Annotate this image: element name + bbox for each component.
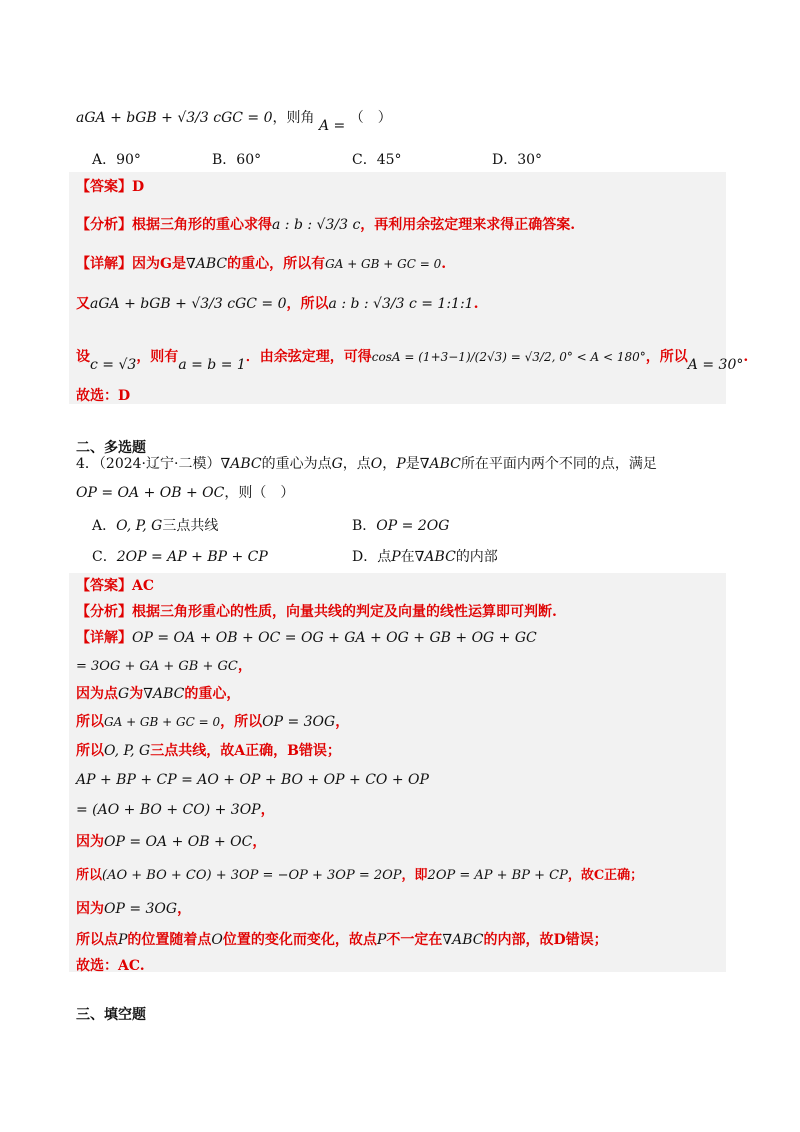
q3-answer-label: 【答案】	[76, 179, 132, 195]
q4-choose: 故选：AC.	[76, 958, 145, 974]
q4-l10	[76, 899, 191, 919]
q4-l9-text-2: ，即	[401, 868, 428, 883]
q4-source: （2024·辽宁·二模）	[98, 456, 221, 472]
q4-option-d	[352, 546, 498, 566]
q4-l11-text-4: 不一定在	[386, 932, 443, 948]
q4-l6-math: AP + BP + CP = AO + OP + BO + OP + CO + OP	[76, 772, 429, 788]
q4-l9-text-1: 所以	[76, 868, 103, 883]
q4-l5-math: O, P, G	[104, 743, 151, 759]
q3-detail-label: 【详解】	[76, 256, 132, 272]
q4-l1-math: OP = OA + OB + OC = OG + GA + OG + GB + OG + GC	[132, 630, 537, 646]
q3-line2-pre: 又	[76, 296, 90, 312]
q4-l11-text-5: 的内部，故D错误；	[483, 932, 608, 948]
q4-l10-math: OP = 3OG	[104, 901, 178, 917]
q4-text-4: 是	[405, 456, 420, 472]
q4-l5-text-1: 所以	[76, 743, 104, 759]
q4-tri-2: ∇ABC	[419, 456, 461, 472]
q4-option-b-label: B．	[352, 518, 377, 534]
q3-choose: 故选：D	[76, 388, 131, 404]
q4-option-d-text-1: 点	[377, 549, 392, 565]
q4-line2-text: ，则（ ）	[224, 485, 295, 501]
q3-option-c: C．45°	[352, 152, 402, 168]
q4-detail	[76, 628, 537, 648]
q4-l5	[76, 741, 341, 761]
q3-line2	[76, 294, 478, 314]
q4-option-c	[92, 546, 268, 566]
q4-l8-math: OP = OA + OB + OC	[104, 834, 253, 850]
q4-g: G	[331, 456, 343, 472]
q3-line3-math-4: A = 30°	[687, 357, 744, 373]
q4-option-c-math: 2OP = AP + BP + CP	[116, 549, 268, 565]
q4-option-d-text-2: 在	[400, 549, 415, 565]
q4-text-2: ，点	[342, 456, 371, 472]
q4-number: 4．	[76, 456, 99, 472]
q4-answer-label: 【答案】	[76, 578, 132, 594]
q3-detail	[76, 254, 446, 274]
q3-line2-end: .	[473, 296, 479, 312]
q4-option-a	[92, 515, 218, 535]
q3-line2-math: aGA + bGB + √3/3 cGC = 0	[90, 296, 287, 312]
q4-text-5: 所在平面内两个不同的点，满足	[460, 456, 657, 472]
q4-l4-end: ，	[335, 714, 350, 730]
q4-l11-text-3: 位置的变化而变化，故点	[222, 932, 377, 948]
q3-line3-pre: 设	[76, 349, 90, 365]
q3-line3-end: .	[743, 349, 749, 365]
q4-l11-tri: ∇ABC	[442, 932, 484, 948]
q3-stem-math: aGA + bGB + √3/3 cGC = 0	[76, 110, 273, 126]
q3-analysis-math: a : b : √3/3 c	[272, 217, 361, 233]
q3-answer-value: D	[132, 179, 145, 195]
q4-l2-end: ，	[237, 658, 252, 674]
q4-l4-math-1: GA + GB + GC = 0	[104, 715, 221, 729]
q3-line3	[76, 347, 749, 373]
q4-stem	[76, 454, 657, 474]
q4-l2-math: = 3OG + GA + GB + GC	[76, 659, 238, 674]
q4-text-1: 的重心为点	[261, 456, 332, 472]
q3-option-d: D．30°	[492, 152, 543, 168]
q4-option-b-math: OP = 2OG	[376, 518, 450, 534]
q4-analysis	[76, 602, 557, 622]
q4-option-d-p: P	[391, 549, 401, 565]
q4-l8-end: ，	[252, 834, 267, 850]
q4-l9-text-3: ，故C正确；	[567, 868, 644, 883]
q4-analysis-text: 根据三角形重心的性质，向量共线的判定及向量的线性运算即可判断.	[132, 604, 557, 620]
q3-line2-text: ，所以	[286, 296, 329, 312]
q4-stem-line2	[76, 483, 294, 503]
q4-l3-text-3: 的重心，	[184, 686, 241, 702]
q4-l3-g: G	[118, 686, 130, 702]
q4-option-a-label: A．	[92, 518, 117, 534]
q4-tri: ∇ABC	[220, 456, 262, 472]
q4-l7-math: = (AO + BO + CO) + 3OP	[76, 802, 261, 818]
q3-line3-text-2: ．由余弦定理，可得	[245, 349, 372, 365]
q4-l9	[76, 866, 643, 886]
q3-detail-text-1: 因为G是	[132, 256, 186, 272]
q3-analysis-text-1: 根据三角形的重心求得	[132, 217, 272, 233]
section-3-title: 三、填空题	[76, 1007, 146, 1023]
q4-l10-text: 因为	[76, 901, 104, 917]
q3-stem	[76, 108, 392, 134]
q4-l3-tri: ∇ABC	[143, 686, 185, 702]
q4-l11-text-2: 的位置随着点	[127, 932, 212, 948]
q3-stem-paren: （ ）	[349, 110, 392, 126]
q3-detail-text-2: 的重心，所以有	[227, 256, 326, 272]
q4-l11-p2: P	[376, 932, 387, 948]
q4-l11-p: P	[118, 932, 128, 948]
q3-analysis-text-2: ，再利用余弦定理来求得正确答案.	[360, 217, 576, 233]
q4-detail-label: 【详解】	[76, 630, 132, 646]
q3-analysis-label: 【分析】	[76, 217, 132, 233]
q3-line3-math-2: a = b = 1	[178, 357, 246, 373]
q4-l11-text-1: 所以点	[76, 932, 118, 948]
q4-l7	[76, 800, 275, 820]
q4-l11-o: O	[211, 932, 223, 948]
q4-answer	[76, 576, 154, 596]
q4-option-d-text-3: 的内部	[455, 549, 498, 565]
q4-l9-math-2: 2OP = AP + BP + CP	[427, 868, 568, 883]
q4-l3	[76, 684, 240, 704]
q4-l4-text-1: 所以	[76, 714, 104, 730]
q3-line3-text-1: ，则有	[136, 349, 179, 365]
q4-o: O	[370, 456, 383, 472]
q4-l9-math-1: (AO + BO + CO) + 3OP = −OP + 3OP = 2OP	[102, 868, 402, 883]
q4-answer-value: AC	[132, 578, 155, 594]
q4-l2	[76, 656, 252, 677]
q4-l4-math-2: OP = 3OG	[262, 714, 336, 730]
q3-solution-box	[69, 172, 726, 404]
q3-detail-tri: ∇ABC	[185, 256, 228, 272]
section-2-title: 二、多选题	[76, 440, 146, 456]
q4-text-3: ，	[382, 456, 397, 472]
q4-option-d-tri: ∇ABC	[414, 549, 456, 565]
q3-analysis	[76, 215, 575, 235]
q4-line2-math: OP = OA + OB + OC	[76, 485, 225, 501]
q3-line3-text-3: ，所以	[645, 349, 688, 365]
q4-option-a-text: 三点共线	[162, 518, 219, 534]
q4-p: P	[396, 456, 406, 472]
q3-stem-tail: A =	[318, 118, 346, 134]
q4-option-a-math: O, P, G	[116, 518, 163, 534]
q4-l8	[76, 832, 266, 852]
q4-l4	[76, 712, 349, 732]
q4-l4-text-2: ，所以	[220, 714, 263, 730]
q4-option-d-label: D．	[352, 549, 378, 565]
q4-l3-text-2: 为	[129, 686, 144, 702]
q3-line3-math-1: c = √3	[90, 357, 137, 373]
q4-l5-text-2: 三点共线，故A正确，B错误；	[150, 743, 341, 759]
q3-option-a: A．90°	[92, 152, 141, 168]
q3-line3-math-3: cosA = (1+3−1)/(2√3) = √3/2, 0° < A < 180°	[371, 350, 646, 364]
q3-line2-math-2: a : b : √3/3 c = 1:1:1	[328, 296, 474, 312]
q3-option-b: B．60°	[212, 152, 262, 168]
q4-l10-end: ，	[177, 901, 192, 917]
q4-l3-text-1: 因为点	[76, 686, 118, 702]
q4-l6	[76, 770, 429, 790]
q3-detail-dot: .	[441, 256, 447, 272]
q4-l11	[76, 930, 608, 950]
q4-l8-text: 因为	[76, 834, 104, 850]
q4-l7-end: ，	[260, 802, 275, 818]
q3-stem-text: ，则角	[272, 110, 315, 126]
q3-answer	[76, 177, 144, 197]
q4-analysis-label: 【分析】	[76, 604, 132, 620]
q4-option-b	[352, 515, 449, 535]
q3-detail-math-1: GA + GB + GC = 0	[325, 257, 442, 271]
q4-option-c-label: C．	[92, 549, 117, 565]
